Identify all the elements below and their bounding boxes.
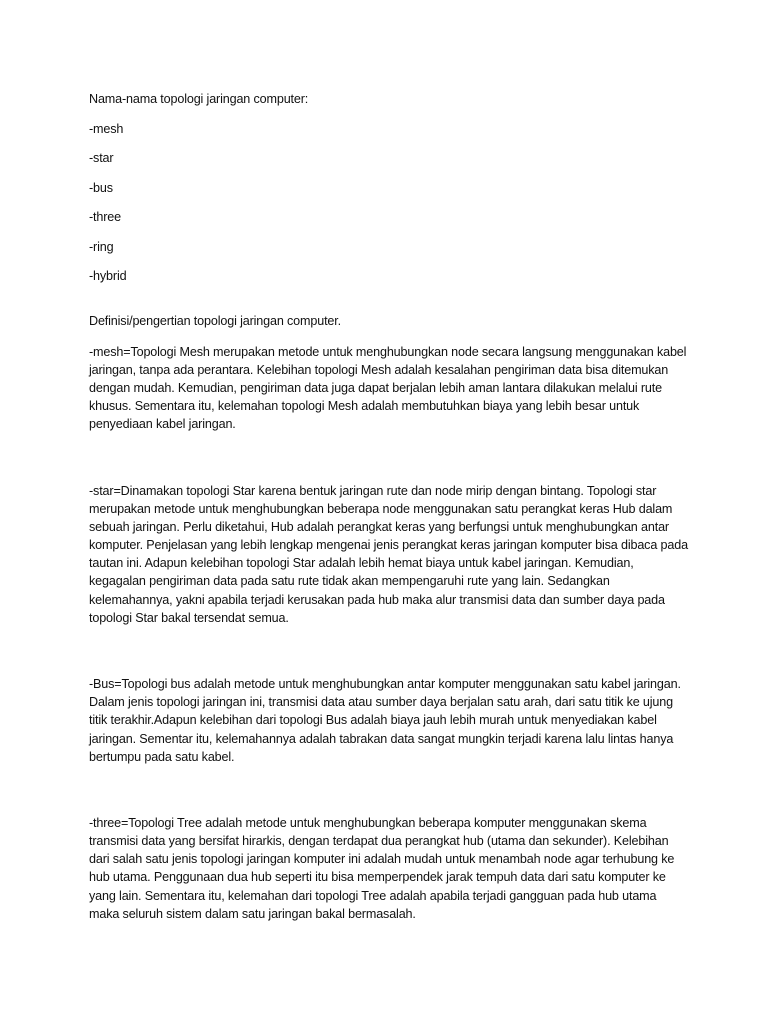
list-item-star: -star	[89, 151, 114, 165]
spacer	[89, 641, 689, 675]
list-item-hybrid: -hybrid	[89, 269, 127, 283]
spacer	[89, 299, 689, 314]
paragraph-star: -star=Dinamakan topologi Star karena bentuk jaringan rute dan node mirip dengan bintang. Topologi star merupakan metode untuk menghubungkan beberapa node menggunakan satu perangkat keras Hub dalam sebuah jaringan. Perlu diketahui, Hub adalah perangkat keras yang berfungsi untuk menghubungkan antar komputer. Penjelasan yang lebih lengkap mengenai jenis perangkat keras jaringan komputer bisa dibaca pada tautan ini. Adapun kelebihan topologi Star adalah lebih hemat biaya untuk kabel jaringan. Kemudian, kegagalan pengiriman data pada satu rute tidak akan mempengaruhi rute yang lain. Sedangkan kelemahannya, yakni apabila terjadi kerusakan pada hub maka alur transmisi data dan sumber daya pada topologi Star bakal tersendat semua.	[89, 483, 688, 625]
paragraph-mesh: -mesh=Topologi Mesh merupakan metode untuk menghubungkan node secara langsung menggunakan kabel jaringan, tanpa ada perantara. Kelebihan topologi Mesh adalah kesalahan pengiriman data bisa ditemukan dengan mudah. Kemudian, pengiriman data juga dapat berjalan lebih aman lantara dilakukan melalui rute khusus. Sementara itu, kelemahan topologi Mesh adalah membutuhkan biaya yang lebih besar untuk penyediaan kabel jaringan.	[89, 345, 687, 432]
paragraph-three: -three=Topologi Tree adalah metode untuk menghubungkan beberapa komputer menggunakan skema transmisi data yang bersifat hirarkis, dengan terdapat dua perangkat hub (utama dan sekunder). Kelebihan dari salah satu jenis topologi jaringan komputer ini adalah mudah untuk menambah node agar terhubung ke hub utama. Penggunaan dua hub seperti itu bisa memperpendek jarak tempuh data dari satu komputer ke yang lain. Sementara itu, kelemahan dari topologi Tree adalah apabila terjadi gangguan pada hub utama maka seluruh sistem dalam satu jaringan bakal bermasalah.	[89, 816, 675, 921]
list-item-ring: -ring	[89, 239, 114, 254]
list-item-three: -three	[89, 210, 121, 224]
document-body	[89, 92, 689, 937]
spacer	[89, 448, 689, 482]
paragraph-bus: -Bus=Topologi bus adalah metode untuk menghubungkan antar komputer menggunakan satu kabel jaringan. Dalam jenis topologi jaringan ini, transmisi data atau sumber daya berjalan satu arah, dari satu titik ke ujung titik terakhir.Adapun kelebihan dari topologi Bus adalah biaya jauh lebih murah untuk menyediakan kabel jaringan. Sementar itu, kelemahannya adalah tabrakan data sangat mungkin terjadi karena lalu lintas hanya bertumpu pada satu kabel.	[89, 677, 681, 764]
heading-topology-names: Nama-nama topologi jaringan computer:	[89, 92, 309, 106]
heading-definitions: Definisi/pengertian topologi jaringan computer.	[89, 313, 341, 328]
list-item-mesh: -mesh	[89, 121, 124, 136]
spacer	[89, 780, 689, 814]
list-item-bus: -bus	[89, 180, 113, 195]
